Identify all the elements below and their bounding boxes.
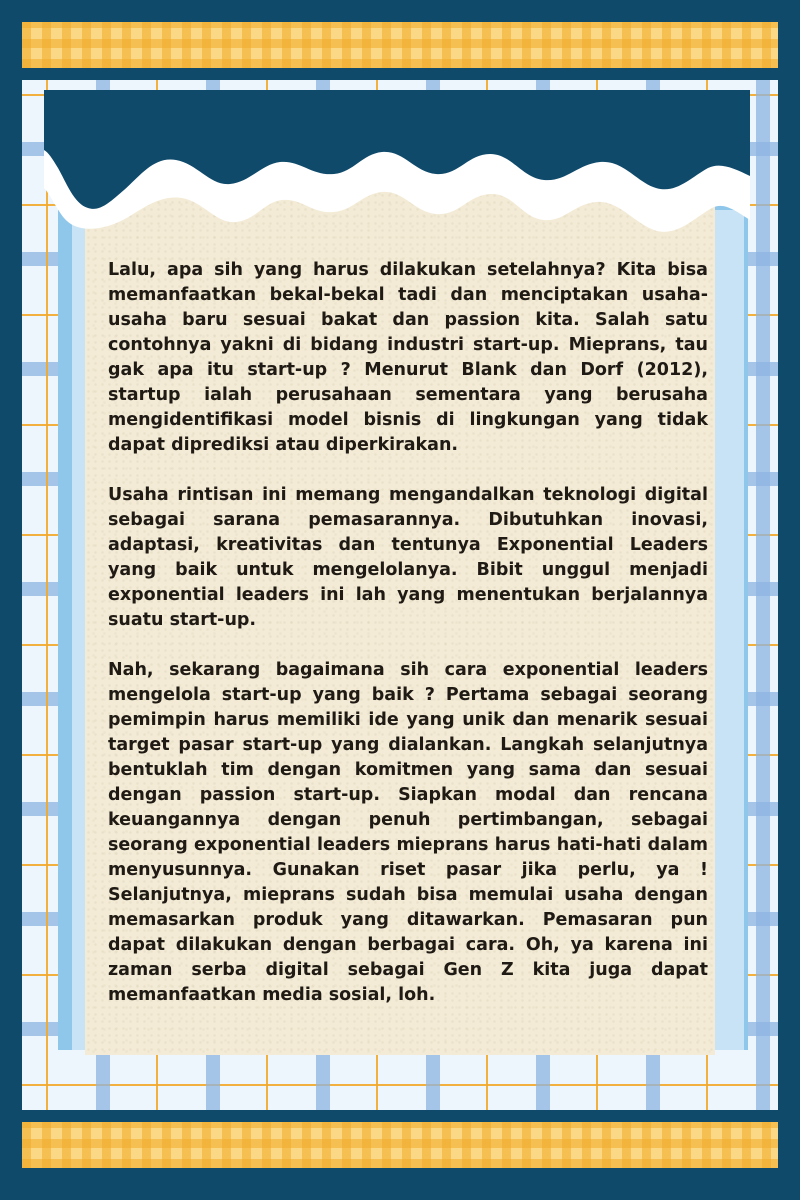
top-gingham-border [22, 22, 778, 68]
article-body [108, 258, 708, 1033]
paragraph-3: Nah, sekarang bagaimana sih cara exponential leaders mengelola start-up yang baik ? Pertama sebagai seorang pemimpin harus memiliki ide yang unik dan menarik sesuai target pasar start-up yang dialankan. Langkah selanjutnya bentuklah tim dengan komitmen yang sama dan sesuai dengan passion start-up. Siapkan modal dan rencana keuangannya dengan penuh pertimbangan, sebagai seorang exponential leaders mieprans harus hati-hati dalam menyusunnya. Gunakan riset pasar jika perlu, ya ! Selanjutnya, mieprans sudah bisa memulai usaha dengan memasarkan produk yang ditawarkan. Pemasaran pun dapat dilakukan dengan berbagai cara. Oh, ya karena ini zaman serba digital sebagai Gen Z kita juga dapat memanfaatkan media sosial, loh. [108, 660, 708, 1005]
snow-drip-header [44, 90, 750, 250]
paragraph-2: Usaha rintisan ini memang mengandalkan teknologi digital sebagai sarana pemasarannya. Dibutuhkan inovasi, adaptasi, kreativitas dan tentunya Exponential Leaders yang baik untuk mengelolanya. Bibit unggul menjadi exponential leaders ini lah yang menentukan berjalannya suatu start-up. [108, 485, 708, 630]
header-banner [44, 90, 750, 250]
paragraph-1: Lalu, apa sih yang harus dilakukan setelahnya? Kita bisa memanfaatkan bekal-bekal tadi dan menciptakan usaha-usaha baru sesuai bakat dan passion kita. Salah satu contohnya yakni di bidang industri start-up. Mieprans, tau gak apa itu start-up ? Menurut Blank dan Dorf (2012), startup ialah perusahaan sementara yang berusaha mengidentifikasi model bisnis di lingkungan yang tidak dapat diprediksi atau diperkirakan. [108, 260, 708, 455]
bottom-gingham-border [22, 1122, 778, 1168]
